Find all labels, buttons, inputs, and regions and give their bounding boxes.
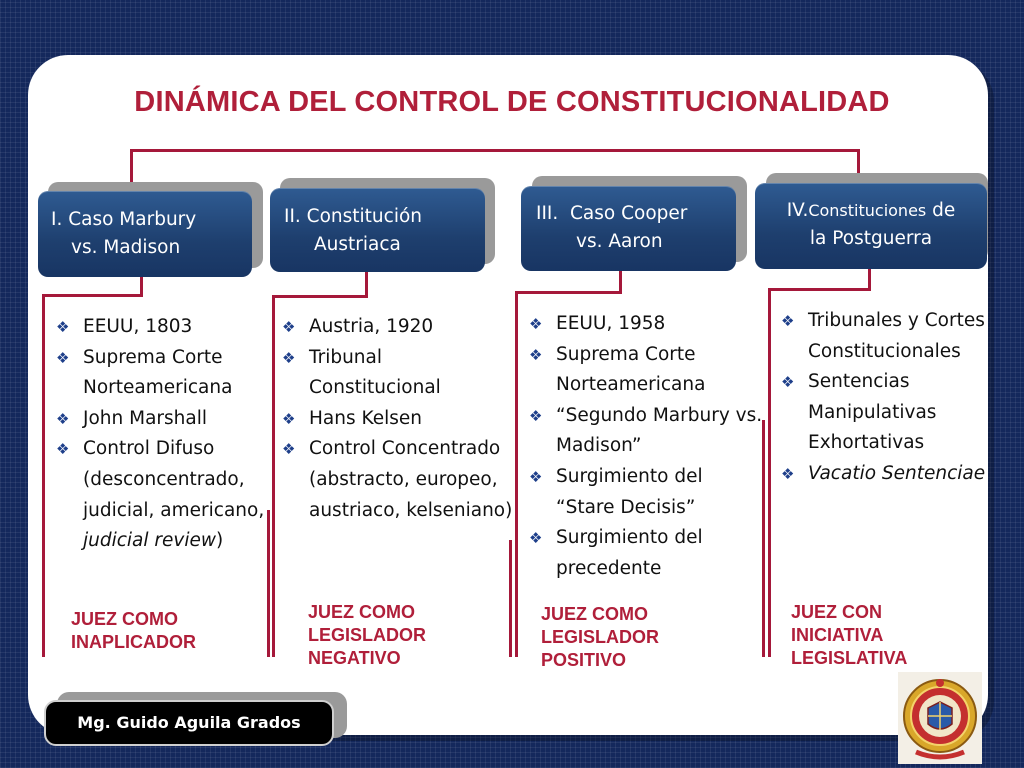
diamond-bullet-icon: ❖ bbox=[781, 464, 795, 483]
col3-left bbox=[515, 291, 518, 657]
list-item: ❖ Surgimiento del “Stare Decisis” bbox=[529, 462, 763, 523]
col4-stem bbox=[868, 269, 871, 290]
col2-left bbox=[272, 295, 275, 657]
heading-1-line-1: I. Caso Marbury bbox=[51, 209, 197, 230]
role-label-2: JUEZ COMO LEGISLADOR NEGATIVO bbox=[308, 602, 427, 668]
slide-title: DINÁMICA DEL CONTROL DE CONSTITUCIONALIDAD bbox=[134, 86, 890, 118]
list-item: ❖ Austria, 1920 bbox=[282, 312, 514, 343]
list-item: ❖ Control Concentrado (abstracto, europeo, austriaco, kelseniano) bbox=[282, 434, 514, 526]
university-seal-icon bbox=[898, 672, 982, 764]
diamond-bullet-icon: ❖ bbox=[56, 440, 70, 459]
diamond-bullet-icon: ❖ bbox=[282, 318, 296, 336]
list-item: ❖ EEUU, 1803 bbox=[56, 312, 271, 343]
column-1-list bbox=[56, 312, 271, 557]
role-label-3: JUEZ COMO LEGISLADOR POSITIVO bbox=[541, 604, 660, 670]
heading-1-line-2: vs. Madison bbox=[71, 237, 181, 258]
col4-left bbox=[768, 288, 771, 657]
list-item: ❖ “Segundo Marbury vs. Madison” bbox=[529, 401, 763, 462]
heading-2-line-1: II. Constitución bbox=[284, 206, 423, 227]
diamond-bullet-icon: ❖ bbox=[56, 318, 70, 336]
list-item: ❖ Suprema Corte Norteamericana bbox=[56, 343, 271, 404]
list-item: ❖ Vacatio Sentenciae bbox=[781, 459, 986, 490]
heading-box-4 bbox=[755, 183, 987, 269]
list-item: ❖ Sentencias Manipulativas Exhortativas bbox=[781, 367, 986, 459]
heading-4-suffix: de bbox=[926, 200, 956, 221]
column-3-list bbox=[529, 309, 763, 584]
diamond-bullet-icon: ❖ bbox=[529, 345, 543, 364]
diamond-bullet-icon: ❖ bbox=[282, 440, 296, 459]
list-item: ❖ Hans Kelsen bbox=[282, 404, 514, 435]
heading-4-word: Constituciones bbox=[808, 201, 927, 220]
heading-box-3 bbox=[521, 186, 736, 271]
heading-box-2 bbox=[270, 188, 485, 272]
diamond-bullet-icon: ❖ bbox=[781, 373, 795, 392]
diamond-bullet-icon: ❖ bbox=[529, 406, 543, 425]
diamond-bullet-icon: ❖ bbox=[781, 312, 795, 330]
diamond-bullet-icon: ❖ bbox=[529, 467, 543, 486]
list-item: ❖ Surgimiento del precedente bbox=[529, 523, 763, 584]
list-item: ❖ Suprema Corte Norteamericana bbox=[529, 340, 763, 401]
role-label-4: JUEZ CON INICIATIVA LEGISLATIVA bbox=[791, 602, 908, 668]
diamond-bullet-icon: ❖ bbox=[282, 348, 296, 367]
connector-top bbox=[130, 149, 860, 152]
diamond-bullet-icon: ❖ bbox=[282, 409, 296, 428]
col2-bar bbox=[272, 295, 368, 298]
col1-bar bbox=[42, 294, 143, 297]
heading-3-line-2: vs. Aaron bbox=[576, 231, 663, 252]
diamond-bullet-icon: ❖ bbox=[56, 409, 70, 428]
column-4-list bbox=[781, 306, 986, 490]
heading-4-line-2: la Postguerra bbox=[809, 228, 933, 249]
list-item: ❖ Tribunal Constitucional bbox=[282, 343, 514, 404]
author-label: Mg. Guido Aguila Grados bbox=[44, 700, 334, 746]
list-item: ❖ EEUU, 1958 bbox=[529, 309, 763, 340]
heading-3-line-1: III. Caso Cooper bbox=[536, 203, 688, 224]
diamond-bullet-icon: ❖ bbox=[529, 315, 543, 333]
heading-4-prefix: IV. bbox=[786, 200, 809, 221]
list-item: ❖ Tribunales y Cortes Constitucionales bbox=[781, 306, 986, 367]
col4-bar bbox=[768, 288, 871, 291]
heading-2-line-2: Austriaca bbox=[314, 234, 401, 255]
diamond-bullet-icon: ❖ bbox=[56, 348, 70, 367]
col1-left bbox=[42, 294, 45, 657]
col3-bar bbox=[515, 291, 622, 294]
list-item: ❖ John Marshall bbox=[56, 404, 271, 435]
diamond-bullet-icon: ❖ bbox=[529, 529, 543, 548]
col2-right bbox=[509, 540, 512, 657]
column-2-list bbox=[282, 312, 514, 526]
role-label-1: JUEZ COMO INAPLICADOR bbox=[71, 609, 196, 652]
heading-box-1 bbox=[38, 191, 252, 277]
list-item: ❖ Control Difuso (desconcentrado, judicial, americano, judicial review) bbox=[56, 434, 271, 556]
heading-4-line-1 bbox=[755, 197, 987, 225]
